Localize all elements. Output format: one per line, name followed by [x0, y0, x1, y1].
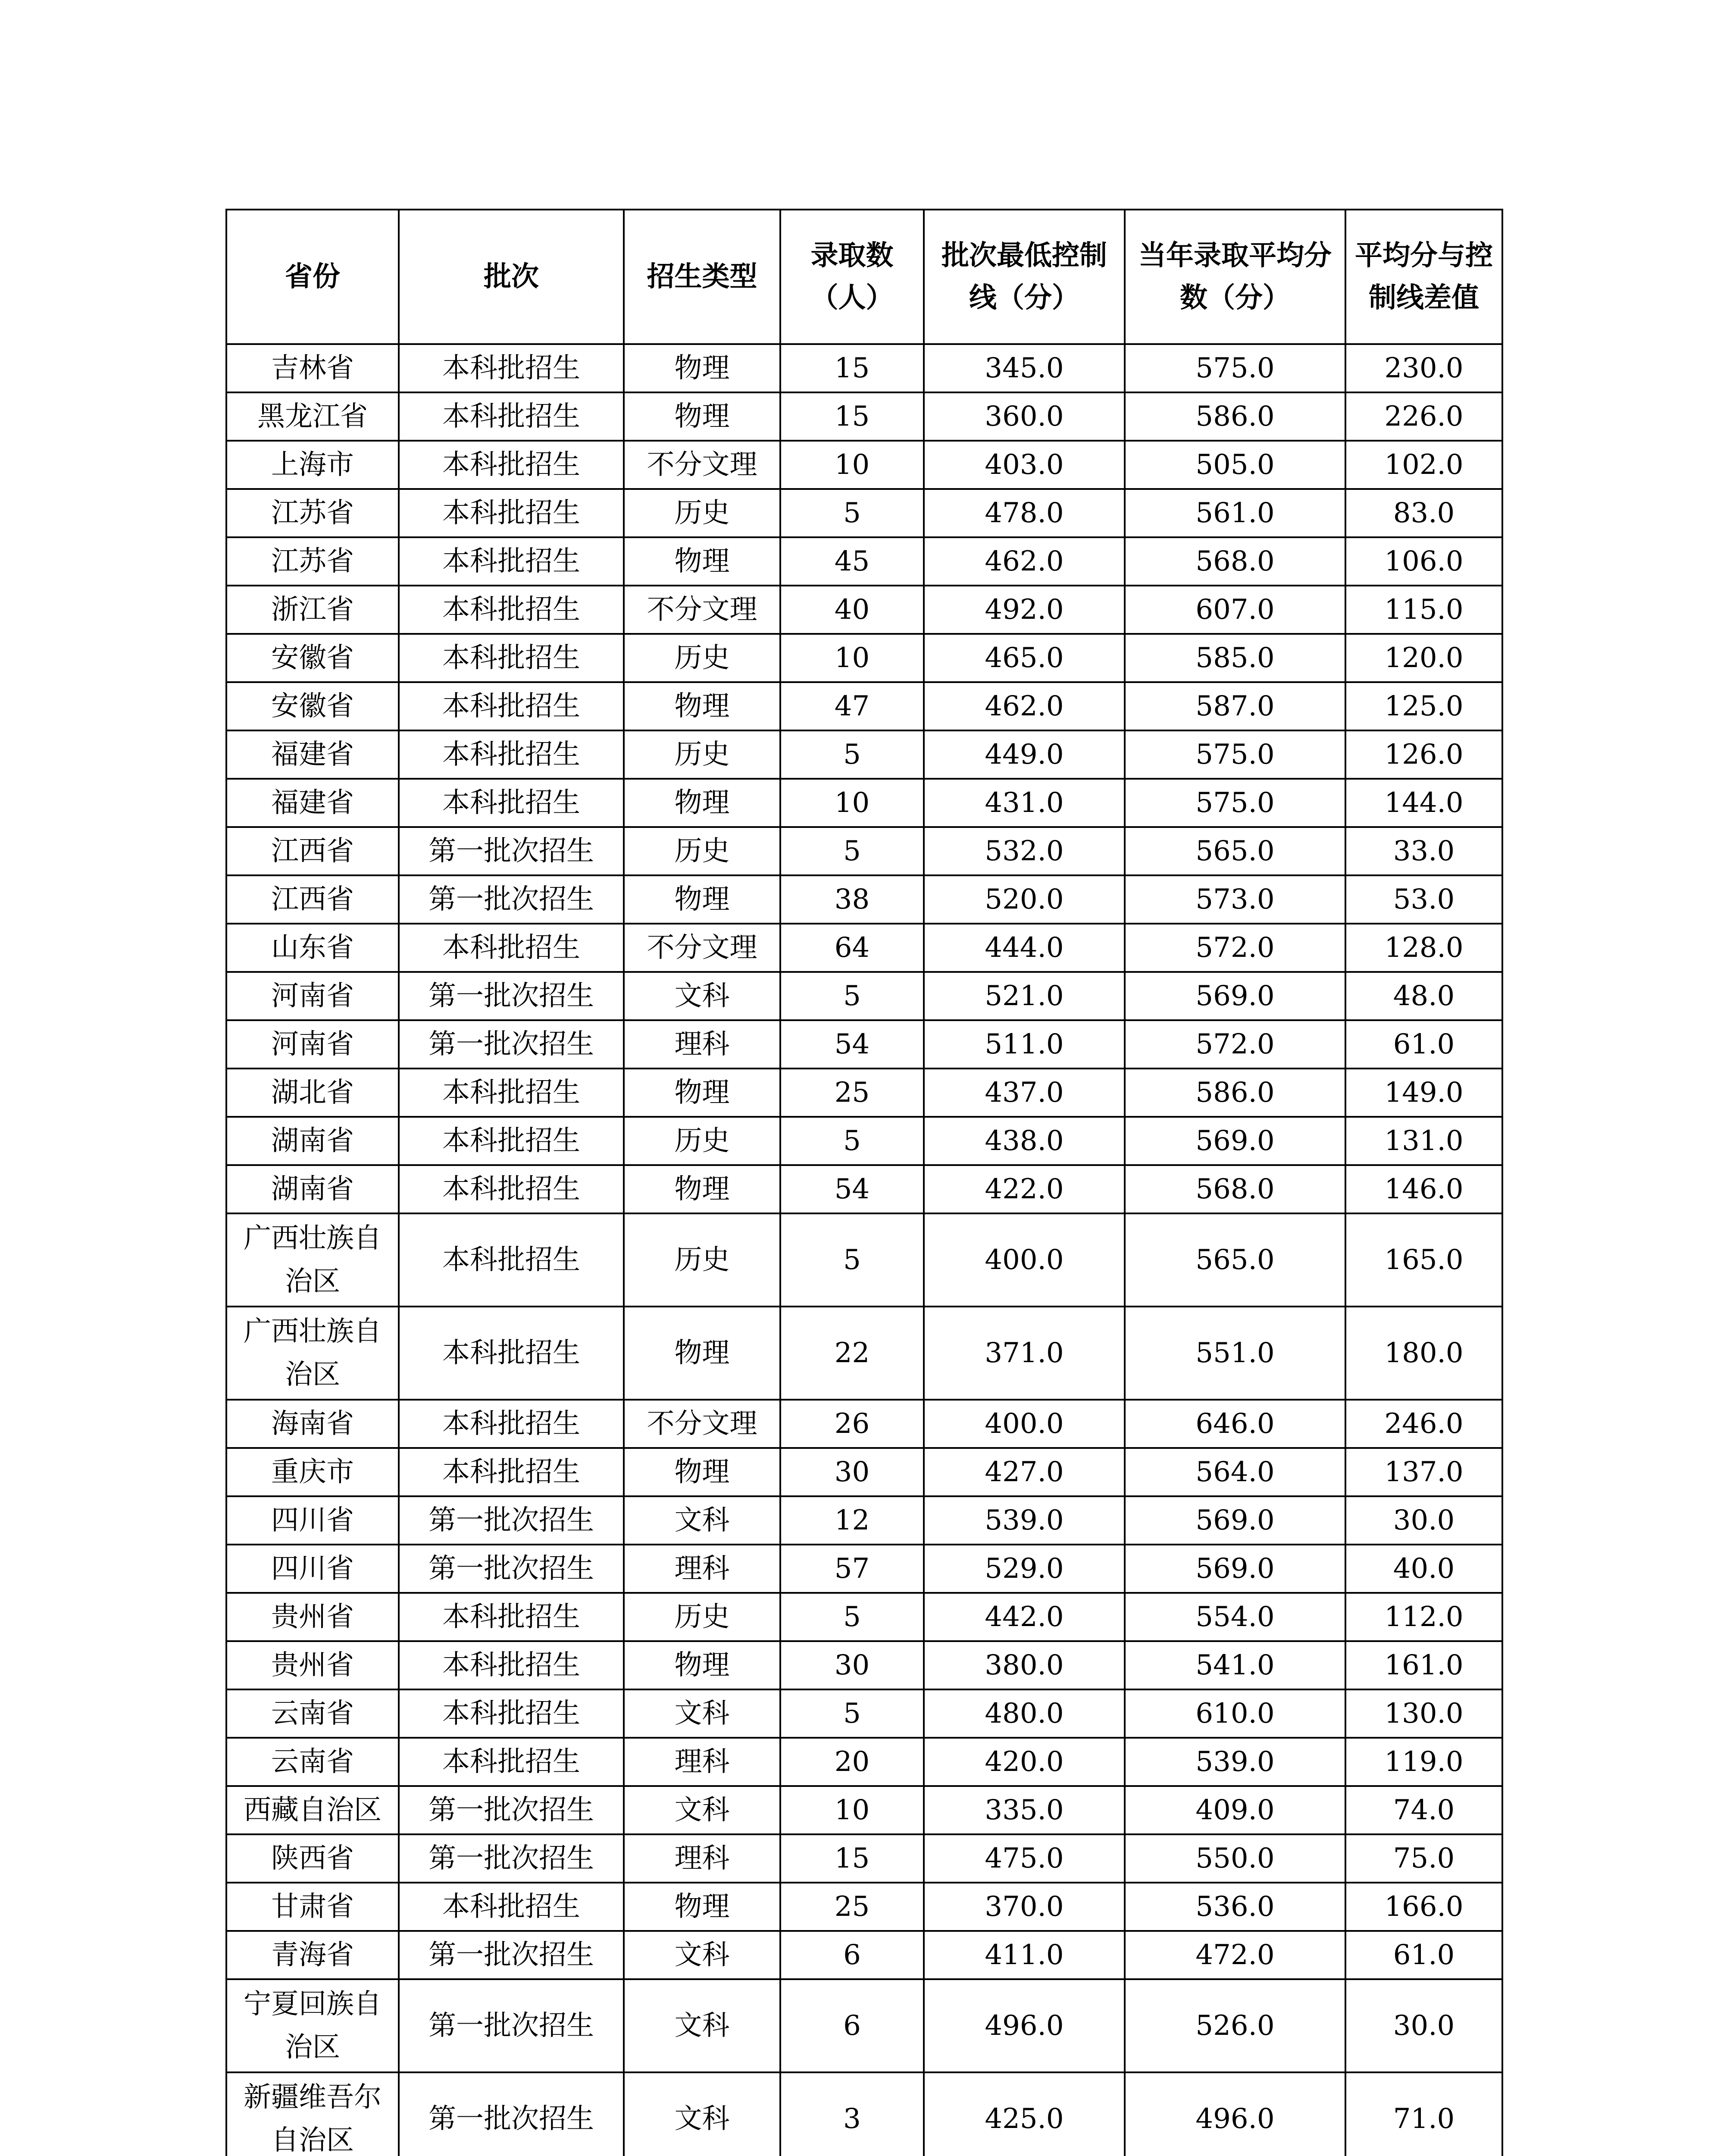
table-row [226, 1689, 1502, 1738]
table-row [226, 1641, 1502, 1689]
cell-admitted-count: 6 [780, 1979, 924, 2072]
cell-batch: 本科批招生 [399, 1738, 624, 1786]
cell-batch-min-line: 400.0 [924, 1213, 1125, 1307]
cell-province: 新疆维吾尔自治区 [226, 2072, 399, 2156]
cell-enrollment-type: 文科 [624, 1786, 780, 1834]
table-row [226, 779, 1502, 827]
cell-score-difference: 61.0 [1345, 1931, 1502, 1979]
cell-batch-min-line: 465.0 [924, 634, 1125, 682]
cell-batch: 本科批招生 [399, 1307, 624, 1400]
cell-batch: 本科批招生 [399, 1117, 624, 1165]
cell-batch-min-line: 370.0 [924, 1883, 1125, 1931]
cell-admitted-count: 5 [780, 827, 924, 875]
cell-average-score: 569.0 [1125, 1545, 1345, 1593]
cell-enrollment-type: 文科 [624, 2072, 780, 2156]
cell-batch-min-line: 427.0 [924, 1448, 1125, 1496]
cell-score-difference: 146.0 [1345, 1165, 1502, 1213]
cell-enrollment-type: 物理 [624, 392, 780, 441]
cell-province: 上海市 [226, 441, 399, 489]
cell-batch-min-line: 422.0 [924, 1165, 1125, 1213]
cell-score-difference: 53.0 [1345, 875, 1502, 924]
cell-admitted-count: 25 [780, 1883, 924, 1931]
table-row [226, 344, 1502, 392]
table-body [226, 344, 1502, 2156]
cell-admitted-count: 45 [780, 537, 924, 586]
cell-enrollment-type: 文科 [624, 1496, 780, 1545]
cell-batch: 本科批招生 [399, 634, 624, 682]
cell-score-difference: 126.0 [1345, 730, 1502, 779]
table-row [226, 586, 1502, 634]
cell-province: 江西省 [226, 827, 399, 875]
header-enrollment-type: 招生类型 [624, 210, 780, 344]
cell-admitted-count: 30 [780, 1448, 924, 1496]
table-row [226, 1165, 1502, 1213]
cell-average-score: 573.0 [1125, 875, 1345, 924]
cell-batch: 本科批招生 [399, 924, 624, 972]
cell-average-score: 569.0 [1125, 1117, 1345, 1165]
cell-admitted-count: 5 [780, 1689, 924, 1738]
cell-batch: 第一批次招生 [399, 1786, 624, 1834]
cell-enrollment-type: 物理 [624, 1448, 780, 1496]
cell-average-score: 586.0 [1125, 392, 1345, 441]
cell-enrollment-type: 历史 [624, 634, 780, 682]
header-admitted-count: 录取数（人） [780, 210, 924, 344]
cell-province: 湖南省 [226, 1117, 399, 1165]
cell-score-difference: 161.0 [1345, 1641, 1502, 1689]
cell-average-score: 575.0 [1125, 344, 1345, 392]
table-row [226, 1738, 1502, 1786]
table-row [226, 1834, 1502, 1883]
cell-admitted-count: 5 [780, 730, 924, 779]
cell-batch: 本科批招生 [399, 489, 624, 537]
cell-enrollment-type: 不分文理 [624, 924, 780, 972]
cell-batch-min-line: 411.0 [924, 1931, 1125, 1979]
cell-score-difference: 71.0 [1345, 2072, 1502, 2156]
cell-enrollment-type: 不分文理 [624, 441, 780, 489]
cell-average-score: 569.0 [1125, 1496, 1345, 1545]
cell-province: 甘肃省 [226, 1883, 399, 1931]
cell-batch: 本科批招生 [399, 1448, 624, 1496]
cell-admitted-count: 54 [780, 1020, 924, 1069]
cell-enrollment-type: 物理 [624, 1307, 780, 1400]
table-row [226, 392, 1502, 441]
cell-admitted-count: 10 [780, 441, 924, 489]
cell-batch-min-line: 520.0 [924, 875, 1125, 924]
cell-score-difference: 166.0 [1345, 1883, 1502, 1931]
cell-admitted-count: 38 [780, 875, 924, 924]
cell-average-score: 496.0 [1125, 2072, 1345, 2156]
cell-batch: 本科批招生 [399, 344, 624, 392]
cell-enrollment-type: 物理 [624, 537, 780, 586]
cell-province: 湖南省 [226, 1165, 399, 1213]
cell-score-difference: 30.0 [1345, 1979, 1502, 2072]
cell-average-score: 569.0 [1125, 972, 1345, 1020]
table-row [226, 1786, 1502, 1834]
cell-admitted-count: 5 [780, 1117, 924, 1165]
cell-batch: 第一批次招生 [399, 827, 624, 875]
cell-batch-min-line: 529.0 [924, 1545, 1125, 1593]
cell-batch-min-line: 496.0 [924, 1979, 1125, 2072]
table-row [226, 1448, 1502, 1496]
cell-enrollment-type: 理科 [624, 1834, 780, 1883]
cell-batch-min-line: 335.0 [924, 1786, 1125, 1834]
table-row [226, 441, 1502, 489]
cell-score-difference: 130.0 [1345, 1689, 1502, 1738]
cell-average-score: 409.0 [1125, 1786, 1345, 1834]
cell-province: 陕西省 [226, 1834, 399, 1883]
cell-batch-min-line: 511.0 [924, 1020, 1125, 1069]
cell-province: 四川省 [226, 1545, 399, 1593]
cell-admitted-count: 47 [780, 682, 924, 730]
cell-score-difference: 128.0 [1345, 924, 1502, 972]
cell-province: 贵州省 [226, 1641, 399, 1689]
table-row [226, 634, 1502, 682]
cell-batch: 本科批招生 [399, 1213, 624, 1307]
cell-province: 福建省 [226, 730, 399, 779]
cell-batch-min-line: 437.0 [924, 1069, 1125, 1117]
cell-average-score: 565.0 [1125, 1213, 1345, 1307]
cell-batch: 第一批次招生 [399, 1979, 624, 2072]
cell-score-difference: 74.0 [1345, 1786, 1502, 1834]
cell-average-score: 587.0 [1125, 682, 1345, 730]
cell-score-difference: 246.0 [1345, 1400, 1502, 1448]
cell-average-score: 646.0 [1125, 1400, 1345, 1448]
cell-batch: 本科批招生 [399, 682, 624, 730]
cell-score-difference: 125.0 [1345, 682, 1502, 730]
cell-batch-min-line: 438.0 [924, 1117, 1125, 1165]
cell-province: 安徽省 [226, 634, 399, 682]
cell-batch-min-line: 442.0 [924, 1593, 1125, 1641]
cell-average-score: 585.0 [1125, 634, 1345, 682]
table-row [226, 972, 1502, 1020]
cell-batch: 第一批次招生 [399, 972, 624, 1020]
cell-province: 广西壮族自治区 [226, 1213, 399, 1307]
cell-enrollment-type: 历史 [624, 1117, 780, 1165]
table-row [226, 1020, 1502, 1069]
cell-batch: 第一批次招生 [399, 875, 624, 924]
cell-admitted-count: 5 [780, 1593, 924, 1641]
cell-score-difference: 120.0 [1345, 634, 1502, 682]
cell-batch-min-line: 420.0 [924, 1738, 1125, 1786]
table-row [226, 537, 1502, 586]
cell-batch-min-line: 345.0 [924, 344, 1125, 392]
cell-province: 重庆市 [226, 1448, 399, 1496]
cell-province: 江西省 [226, 875, 399, 924]
cell-score-difference: 144.0 [1345, 779, 1502, 827]
cell-score-difference: 40.0 [1345, 1545, 1502, 1593]
cell-average-score: 536.0 [1125, 1883, 1345, 1931]
cell-enrollment-type: 文科 [624, 1689, 780, 1738]
cell-average-score: 572.0 [1125, 924, 1345, 972]
cell-province: 广西壮族自治区 [226, 1307, 399, 1400]
header-batch-min-line: 批次最低控制线（分） [924, 210, 1125, 344]
cell-batch-min-line: 371.0 [924, 1307, 1125, 1400]
cell-enrollment-type: 理科 [624, 1020, 780, 1069]
cell-average-score: 568.0 [1125, 537, 1345, 586]
cell-batch: 第一批次招生 [399, 1545, 624, 1593]
cell-province: 云南省 [226, 1738, 399, 1786]
cell-score-difference: 112.0 [1345, 1593, 1502, 1641]
table-row [226, 1931, 1502, 1979]
cell-batch: 第一批次招生 [399, 1020, 624, 1069]
cell-admitted-count: 20 [780, 1738, 924, 1786]
cell-average-score: 554.0 [1125, 1593, 1345, 1641]
cell-province: 浙江省 [226, 586, 399, 634]
cell-province: 宁夏回族自治区 [226, 1979, 399, 2072]
cell-batch-min-line: 403.0 [924, 441, 1125, 489]
cell-score-difference: 106.0 [1345, 537, 1502, 586]
cell-batch: 第一批次招生 [399, 2072, 624, 2156]
cell-batch-min-line: 462.0 [924, 537, 1125, 586]
table-row [226, 827, 1502, 875]
cell-score-difference: 61.0 [1345, 1020, 1502, 1069]
cell-batch-min-line: 444.0 [924, 924, 1125, 972]
cell-average-score: 561.0 [1125, 489, 1345, 537]
cell-batch: 本科批招生 [399, 537, 624, 586]
cell-province: 江苏省 [226, 489, 399, 537]
header-score-difference: 平均分与控制线差值 [1345, 210, 1502, 344]
cell-admitted-count: 5 [780, 1213, 924, 1307]
cell-admitted-count: 30 [780, 1641, 924, 1689]
cell-enrollment-type: 不分文理 [624, 586, 780, 634]
cell-admitted-count: 15 [780, 392, 924, 441]
cell-average-score: 539.0 [1125, 1738, 1345, 1786]
table-row [226, 1213, 1502, 1307]
cell-batch: 本科批招生 [399, 1883, 624, 1931]
table-row [226, 730, 1502, 779]
header-province: 省份 [226, 210, 399, 344]
cell-average-score: 607.0 [1125, 586, 1345, 634]
cell-batch-min-line: 478.0 [924, 489, 1125, 537]
cell-batch: 本科批招生 [399, 392, 624, 441]
cell-province: 山东省 [226, 924, 399, 972]
cell-score-difference: 83.0 [1345, 489, 1502, 537]
cell-enrollment-type: 历史 [624, 489, 780, 537]
cell-batch-min-line: 532.0 [924, 827, 1125, 875]
cell-enrollment-type: 物理 [624, 1883, 780, 1931]
cell-score-difference: 48.0 [1345, 972, 1502, 1020]
cell-average-score: 575.0 [1125, 779, 1345, 827]
cell-enrollment-type: 文科 [624, 972, 780, 1020]
cell-province: 海南省 [226, 1400, 399, 1448]
cell-score-difference: 230.0 [1345, 344, 1502, 392]
cell-enrollment-type: 历史 [624, 1593, 780, 1641]
table-row [226, 1496, 1502, 1545]
cell-province: 河南省 [226, 1020, 399, 1069]
cell-enrollment-type: 物理 [624, 1165, 780, 1213]
cell-admitted-count: 5 [780, 972, 924, 1020]
cell-score-difference: 180.0 [1345, 1307, 1502, 1400]
admission-scores-table [225, 209, 1503, 2156]
cell-enrollment-type: 物理 [624, 779, 780, 827]
header-batch: 批次 [399, 210, 624, 344]
cell-average-score: 505.0 [1125, 441, 1345, 489]
cell-score-difference: 119.0 [1345, 1738, 1502, 1786]
cell-average-score: 572.0 [1125, 1020, 1345, 1069]
table-row [226, 682, 1502, 730]
cell-admitted-count: 12 [780, 1496, 924, 1545]
cell-score-difference: 226.0 [1345, 392, 1502, 441]
table-row [226, 1069, 1502, 1117]
cell-province: 贵州省 [226, 1593, 399, 1641]
table-row [226, 1593, 1502, 1641]
cell-batch-min-line: 400.0 [924, 1400, 1125, 1448]
cell-admitted-count: 15 [780, 1834, 924, 1883]
cell-score-difference: 149.0 [1345, 1069, 1502, 1117]
cell-admitted-count: 54 [780, 1165, 924, 1213]
cell-batch: 本科批招生 [399, 1165, 624, 1213]
cell-enrollment-type: 物理 [624, 344, 780, 392]
cell-enrollment-type: 不分文理 [624, 1400, 780, 1448]
table-row [226, 1883, 1502, 1931]
cell-admitted-count: 6 [780, 1931, 924, 1979]
cell-province: 河南省 [226, 972, 399, 1020]
cell-average-score: 565.0 [1125, 827, 1345, 875]
cell-admitted-count: 40 [780, 586, 924, 634]
cell-average-score: 551.0 [1125, 1307, 1345, 1400]
cell-score-difference: 102.0 [1345, 441, 1502, 489]
cell-enrollment-type: 文科 [624, 1979, 780, 2072]
cell-batch: 第一批次招生 [399, 1834, 624, 1883]
cell-enrollment-type: 理科 [624, 1545, 780, 1593]
cell-batch: 第一批次招生 [399, 1496, 624, 1545]
cell-admitted-count: 57 [780, 1545, 924, 1593]
cell-batch: 本科批招生 [399, 1400, 624, 1448]
cell-average-score: 472.0 [1125, 1931, 1345, 1979]
cell-score-difference: 115.0 [1345, 586, 1502, 634]
cell-admitted-count: 10 [780, 779, 924, 827]
cell-average-score: 550.0 [1125, 1834, 1345, 1883]
cell-enrollment-type: 历史 [624, 827, 780, 875]
table-row [226, 1307, 1502, 1400]
table-row [226, 1545, 1502, 1593]
cell-enrollment-type: 理科 [624, 1738, 780, 1786]
cell-province: 云南省 [226, 1689, 399, 1738]
cell-admitted-count: 5 [780, 489, 924, 537]
cell-province: 吉林省 [226, 344, 399, 392]
cell-batch-min-line: 475.0 [924, 1834, 1125, 1883]
cell-batch-min-line: 431.0 [924, 779, 1125, 827]
cell-admitted-count: 22 [780, 1307, 924, 1400]
cell-province: 安徽省 [226, 682, 399, 730]
cell-batch: 本科批招生 [399, 1689, 624, 1738]
cell-province: 湖北省 [226, 1069, 399, 1117]
table-row [226, 924, 1502, 972]
cell-score-difference: 137.0 [1345, 1448, 1502, 1496]
cell-batch: 本科批招生 [399, 730, 624, 779]
cell-average-score: 610.0 [1125, 1689, 1345, 1738]
cell-average-score: 564.0 [1125, 1448, 1345, 1496]
cell-province: 黑龙江省 [226, 392, 399, 441]
cell-score-difference: 30.0 [1345, 1496, 1502, 1545]
cell-batch: 第一批次招生 [399, 1931, 624, 1979]
cell-enrollment-type: 历史 [624, 1213, 780, 1307]
cell-batch: 本科批招生 [399, 779, 624, 827]
cell-batch-min-line: 360.0 [924, 392, 1125, 441]
header-row [226, 210, 1502, 344]
cell-batch: 本科批招生 [399, 586, 624, 634]
cell-average-score: 541.0 [1125, 1641, 1345, 1689]
cell-average-score: 575.0 [1125, 730, 1345, 779]
cell-enrollment-type: 文科 [624, 1931, 780, 1979]
cell-score-difference: 131.0 [1345, 1117, 1502, 1165]
cell-score-difference: 75.0 [1345, 1834, 1502, 1883]
cell-enrollment-type: 物理 [624, 1069, 780, 1117]
table-row [226, 875, 1502, 924]
cell-score-difference: 33.0 [1345, 827, 1502, 875]
table-row [226, 489, 1502, 537]
cell-batch: 本科批招生 [399, 1593, 624, 1641]
cell-batch-min-line: 492.0 [924, 586, 1125, 634]
cell-batch-min-line: 521.0 [924, 972, 1125, 1020]
cell-admitted-count: 3 [780, 2072, 924, 2156]
cell-average-score: 526.0 [1125, 1979, 1345, 2072]
cell-batch: 本科批招生 [399, 441, 624, 489]
cell-batch: 本科批招生 [399, 1069, 624, 1117]
cell-enrollment-type: 物理 [624, 875, 780, 924]
header-average-score: 当年录取平均分数（分） [1125, 210, 1345, 344]
cell-province: 四川省 [226, 1496, 399, 1545]
cell-admitted-count: 15 [780, 344, 924, 392]
table-row [226, 1400, 1502, 1448]
cell-province: 福建省 [226, 779, 399, 827]
cell-batch-min-line: 462.0 [924, 682, 1125, 730]
cell-batch-min-line: 539.0 [924, 1496, 1125, 1545]
cell-average-score: 586.0 [1125, 1069, 1345, 1117]
cell-province: 西藏自治区 [226, 1786, 399, 1834]
cell-admitted-count: 10 [780, 634, 924, 682]
table-row [226, 1979, 1502, 2072]
cell-admitted-count: 64 [780, 924, 924, 972]
cell-admitted-count: 10 [780, 1786, 924, 1834]
cell-enrollment-type: 物理 [624, 1641, 780, 1689]
table-row [226, 2072, 1502, 2156]
cell-province: 江苏省 [226, 537, 399, 586]
cell-admitted-count: 26 [780, 1400, 924, 1448]
table-row [226, 1117, 1502, 1165]
cell-admitted-count: 25 [780, 1069, 924, 1117]
cell-average-score: 568.0 [1125, 1165, 1345, 1213]
cell-province: 青海省 [226, 1931, 399, 1979]
cell-batch-min-line: 380.0 [924, 1641, 1125, 1689]
cell-score-difference: 165.0 [1345, 1213, 1502, 1307]
cell-batch-min-line: 449.0 [924, 730, 1125, 779]
cell-enrollment-type: 历史 [624, 730, 780, 779]
cell-enrollment-type: 物理 [624, 682, 780, 730]
cell-batch: 本科批招生 [399, 1641, 624, 1689]
cell-batch-min-line: 480.0 [924, 1689, 1125, 1738]
cell-batch-min-line: 425.0 [924, 2072, 1125, 2156]
